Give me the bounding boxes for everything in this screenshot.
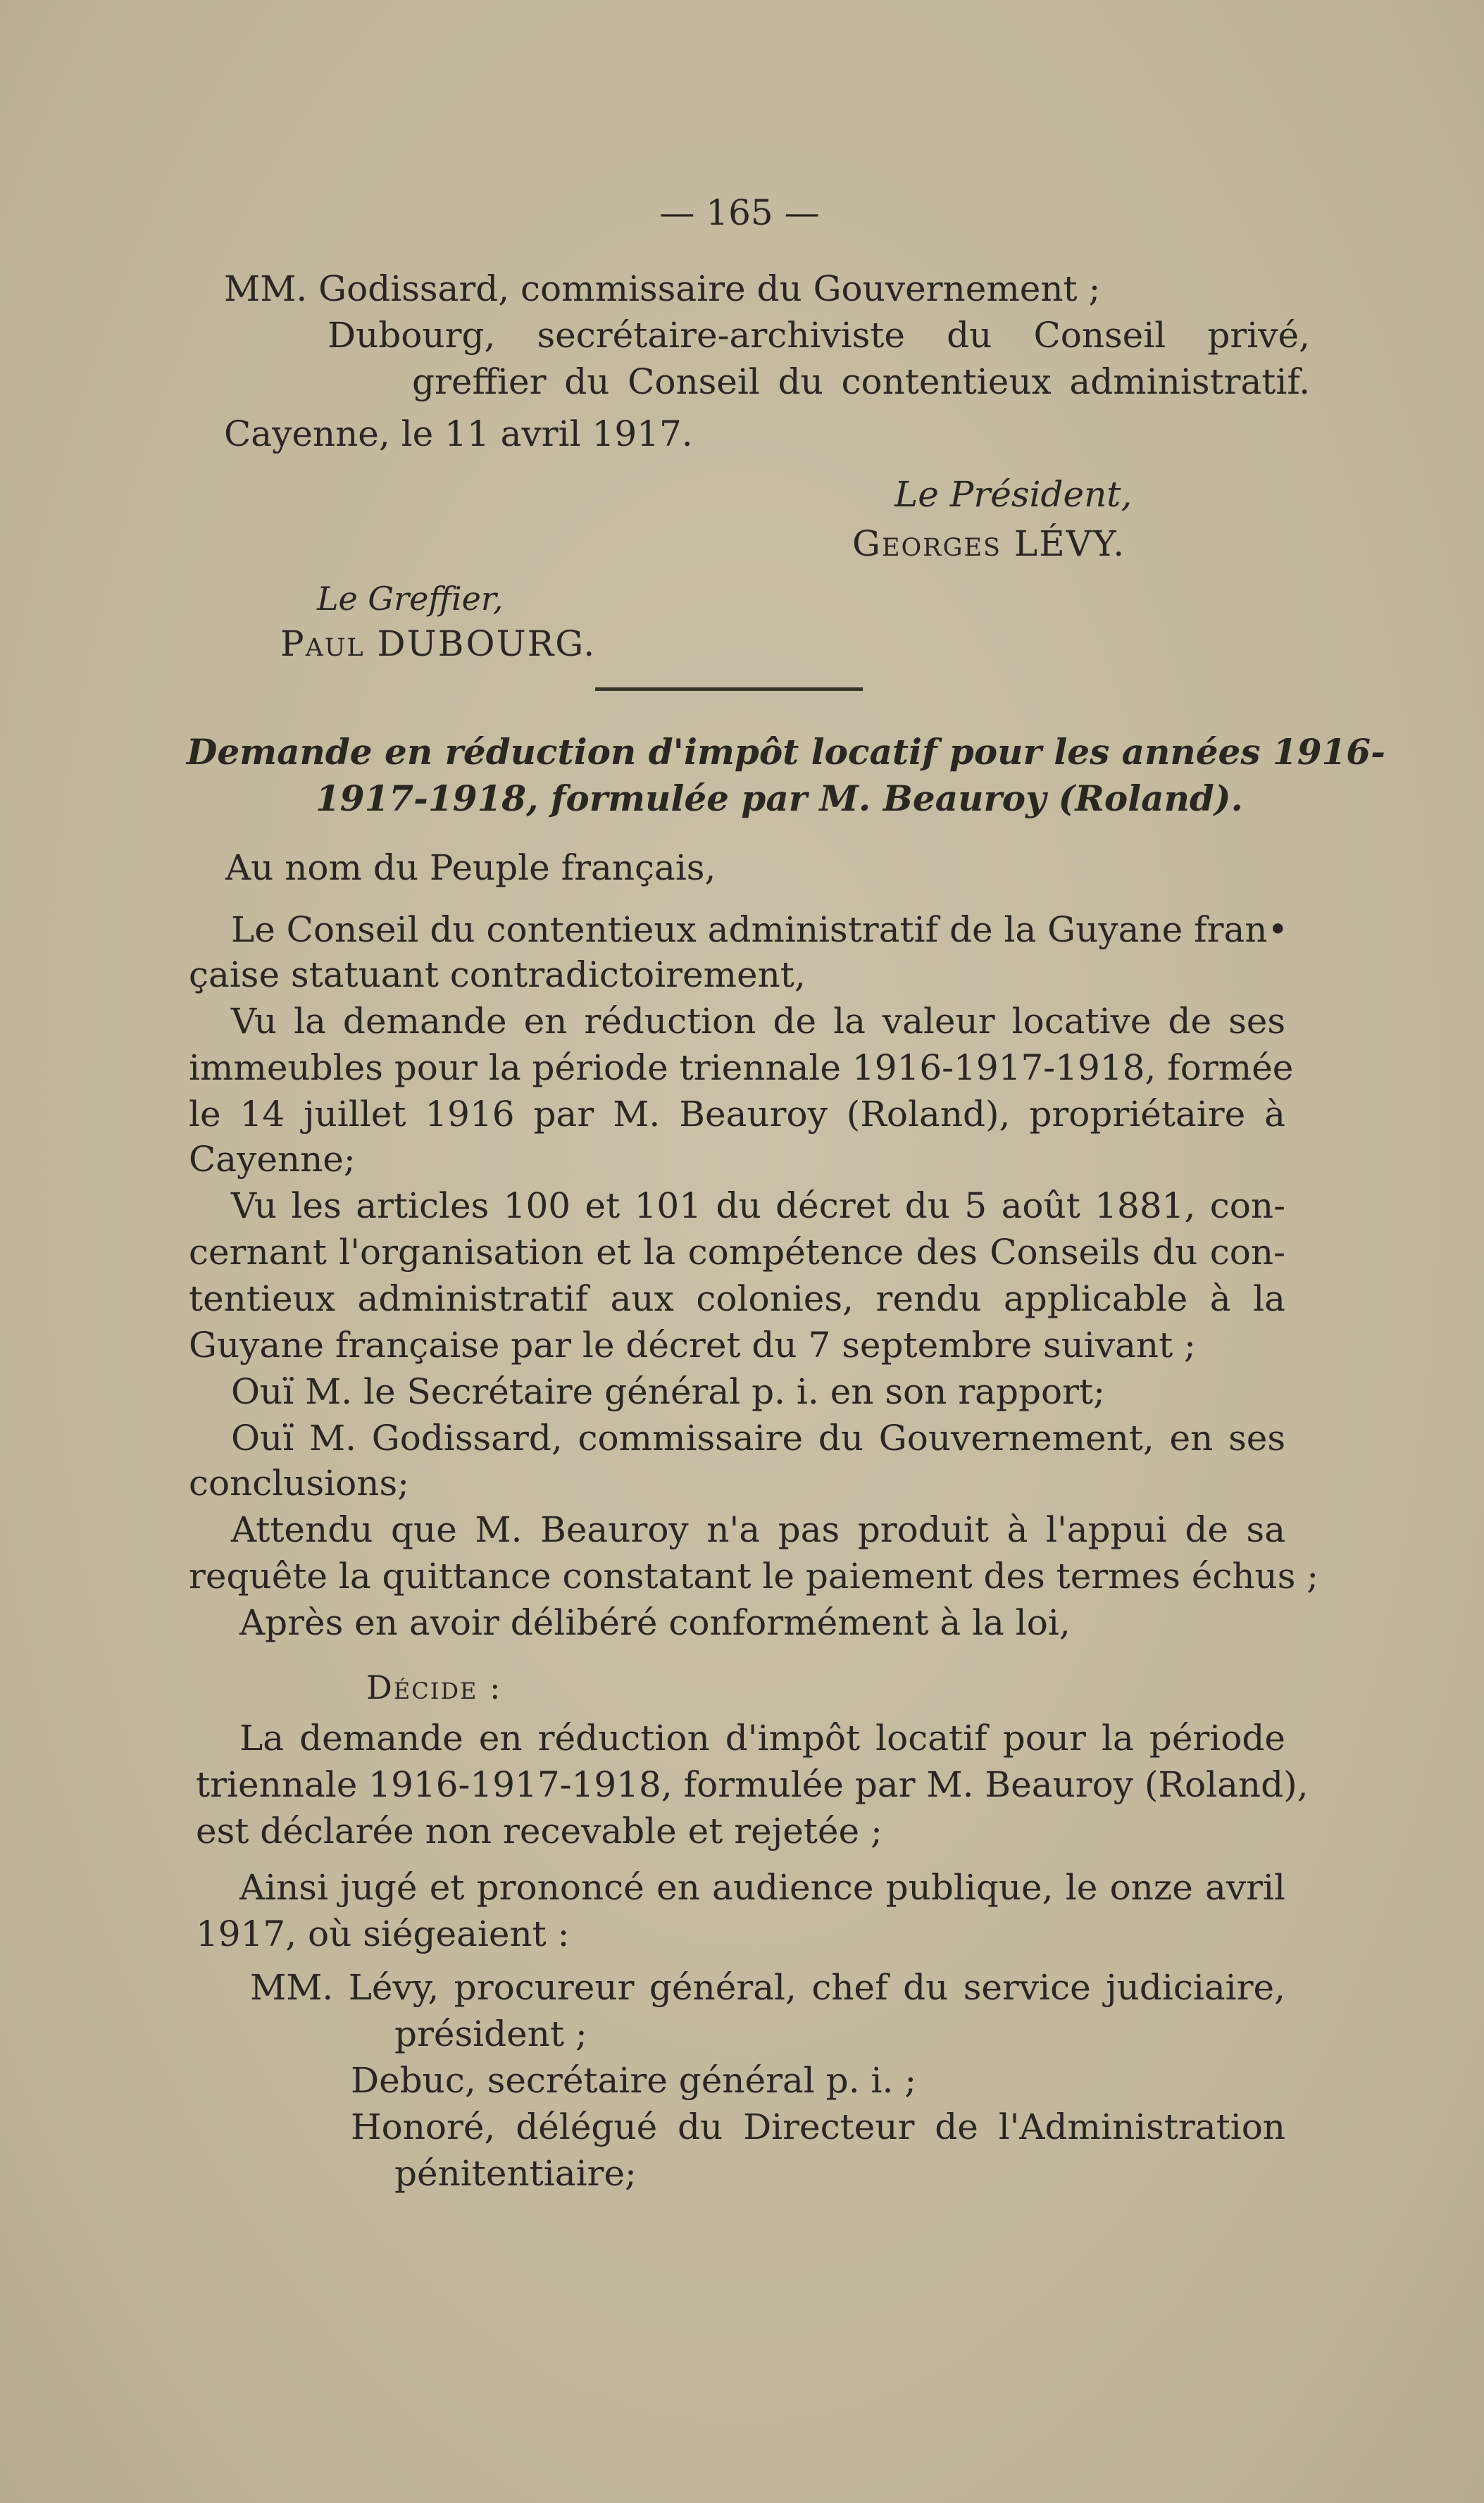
para-1-line-1: Le Conseil du contentieux administratif de la Guyane fran•: [231, 909, 1288, 950]
page-number: — 165 —: [659, 192, 820, 233]
para-6-line-2: requête la quittance constatant le paiement des termes échus ;: [189, 1556, 1319, 1597]
para-8-line-1: La demande en réduction d'impôt locatif pour la période: [239, 1718, 1285, 1759]
para-8-line-2: triennale 1916-1917-1918, formulée par M. Beauroy (Roland),: [196, 1764, 1309, 1805]
para-5-line-1: Ouï M. Godissard, commissaire du Gouvernement, en ses: [231, 1418, 1285, 1459]
header-line-2: Dubourg, secrétaire-archiviste du Conseil privé,: [328, 315, 1310, 356]
para-3-line-2: cernant l'organisation et la compétence des Conseils du con-: [189, 1232, 1285, 1273]
header-line-1: MM. Godissard, commissaire du Gouvernement ;: [224, 268, 1101, 309]
para-2-line-2: immeubles pour la période triennale 1916-1917-1918, formée: [189, 1047, 1294, 1088]
para-7-line-1: Après en avoir délibéré conformément à la loi,: [239, 1602, 1071, 1643]
decide-heading: Décide :: [366, 1668, 502, 1706]
president-name: Georges LÉVY.: [852, 523, 1126, 564]
header-line-3: greffier du Conseil du contentieux administratif.: [412, 361, 1310, 402]
para-3-line-4: Guyane française par le décret du 7 septembre suivant ;: [189, 1325, 1196, 1366]
para-4-line-1: Ouï M. le Secrétaire général p. i. en son rapport;: [231, 1371, 1105, 1412]
para-2-line-1: Vu la demande en réduction de la valeur locative de ses: [231, 1001, 1285, 1042]
case-title-line-1: Demande en réduction d'impôt locatif pour les années 1916-: [187, 731, 1385, 773]
intro-line: Au nom du Peuple français,: [225, 847, 716, 888]
para-6-line-1: Attendu que M. Beauroy n'a pas produit à l'appui de sa: [231, 1509, 1285, 1550]
para-5-line-2: conclusions;: [189, 1463, 409, 1504]
para-1-line-2: çaise statuant contradictoirement,: [189, 954, 806, 995]
member-2-line-1: Debuc, secrétaire général p. i. ;: [351, 2060, 917, 2101]
para-2-line-4: Cayenne;: [189, 1139, 356, 1180]
separator-rule: [595, 687, 863, 691]
date-line: Cayenne, le 11 avril 1917.: [224, 413, 693, 454]
greffier-name: Paul DUBOURG.: [280, 623, 597, 664]
member-3-line-2: pénitentiaire;: [394, 2153, 637, 2194]
greffier-title: Le Greffier,: [317, 580, 504, 618]
para-2-line-3: le 14 juillet 1916 par M. Beauroy (Roland), propriétaire à: [189, 1094, 1285, 1135]
case-title-line-2: 1917-1918, formulée par M. Beauroy (Roland).: [316, 778, 1243, 819]
para-8-line-3: est déclarée non recevable et rejetée ;: [196, 1811, 883, 1852]
para-9-line-2: 1917, où siégeaient :: [196, 1914, 570, 1954]
para-3-line-3: tentieux administratif aux colonies, rendu applicable à la: [189, 1278, 1285, 1319]
member-1-line-1: MM. Lévy, procureur général, chef du service judiciaire,: [250, 1967, 1285, 2008]
para-9-line-1: Ainsi jugé et prononcé en audience publique, le onze avril: [239, 1867, 1285, 1908]
member-1-line-2: président ;: [394, 2014, 587, 2054]
para-3-line-1: Vu les articles 100 et 101 du décret du 5 août 1881, con-: [231, 1185, 1285, 1226]
president-title: Le Président,: [894, 474, 1133, 515]
member-3-line-1: Honoré, délégué du Directeur de l'Administration: [351, 2106, 1285, 2147]
